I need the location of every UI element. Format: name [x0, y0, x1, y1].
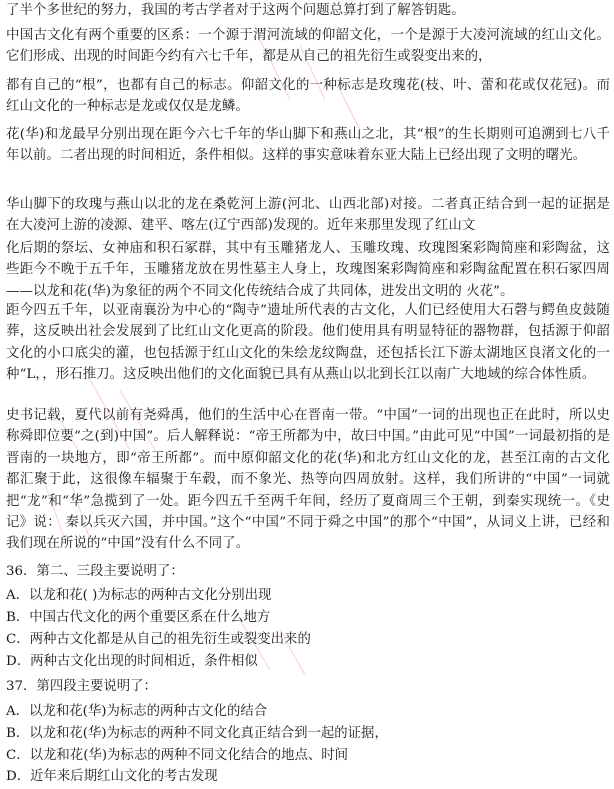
- paragraph-symbols: 都有自己的“根”，也都有自己的标志。仰韶文化的一种标志是玫瑰花(枝、叶、蕾和花或仅花冠)。而红山文化的一种标志是龙或仅仅是龙鳞。: [6, 78, 610, 115]
- question-36-option-a[interactable]: A．以龙和花( )为标志的两种古文化分别出现: [6, 588, 272, 603]
- question-37-option-b[interactable]: B．以龙和花(华)为标志的两种不同文化真正结合到一起的证据，: [6, 726, 388, 741]
- question-37-option-a[interactable]: A．以龙和花(华)为标志的两种古文化的结合: [6, 704, 268, 719]
- question-36-option-d[interactable]: D．两种古文化出现的时间相近，条件相似: [6, 654, 258, 669]
- paragraph-intro-tail: 了半个多世纪的努力，我国的考古学者对于这两个问题总算打到了解答钥匙。: [6, 3, 465, 18]
- paragraph-two-regions: 中国古文化有两个重要的区系：一个源于渭河流域的仰韶文化，一个是源于大凌河流域的红山文化。它们形成、出现的时间距今约有六七千年，都是从自己的祖先衍生或裂变出来的，: [6, 28, 610, 65]
- question-36-option-c[interactable]: C．两种古文化都是从自己的祖先衍生或裂变出来的: [6, 632, 311, 647]
- question-36-stem: 36．第二、三段主要说明了：: [6, 564, 184, 579]
- question-37-option-d[interactable]: D．近年来后期红山文化的考古发现: [6, 769, 218, 784]
- paragraph-zhongguo: 史书记载，夏代以前有尧舜禹，他们的生活中心在晋南一带。“中国”一词的出现也正在此时，所以史称舜即位要“之(到)中国”。后人解释说：“帝王所都为中，故曰中国。”由此可见“中国”一词最初指的是晋南的一块地方，即“帝王所都”。而中原仰韶文化的花(华)和北方红山文化的龙，甚至江南的古文化都汇聚于此，这很像车辐聚于车毂，而不象光、热等向四周放射。这样，我们所讲的“中国”一词就把“龙”和“华”急揽到了一处。距今四五千至两千年间，经历了夏商周三个王朝，到秦实现统一。《史记》说： 秦以兵灭六国，并中国。”这个“中国”不同于舜之中国”的那个“中国”，从词义上讲，已经和我们现在所说的“中国”没有什么不同了。: [6, 408, 610, 552]
- question-36-option-b[interactable]: B．中国古代文化的两个重要区系在什么地方: [6, 610, 271, 625]
- paragraph-hongshan-finds: 化后期的祭坛、女神庙和积石冢群，其中有玉雕猪龙人、玉雕玫瑰、玫瑰图案彩陶简座和彩陶盆，这些距今不晚于五千年，玉雕猪龙放在男性墓主人身上，玫瑰图案彩陶简座和彩陶盆配置在积石冢四周——以龙和花(华)为象征的两个不同文化传统结合成了共同体，进发出文明的 火花”。: [6, 241, 610, 299]
- paragraph-junction: 华山脚下的玫瑰与燕山以北的龙在桑乾河上游(河北、山西北部)对接。二者真正结合到一起的证据是在大凌河上游的凌源、建平、喀左(辽宁西部)发现的。近年来那里发现了红山文: [6, 197, 610, 234]
- paragraph-taosi: 距今四五千年，以亚南襄汾为中心的“陶寺”遗址所代表的古文化，人们已经使用大石磬与鳄鱼皮鼓随葬，这反映出社会发展到了比红山文化更高的阶段。他们使用具有明显特征的器物群，包括源于仰韶文化的小口底尖的灌，也包括源于红山文化的朱绘龙纹陶盘，还包括长江下游太湖地区良渚文化的一种“L，，形石推刀。这反映出他们的文化面貌已具有从燕山以北到长江以南广大地域的综合体性质。: [6, 303, 610, 383]
- question-37-stem: 37．第四段主要说明了：: [6, 679, 157, 694]
- question-37-option-c[interactable]: C．以龙和花(华)为标志的两种不同文化结合的地点、时间: [6, 748, 349, 763]
- paragraph-flower-dragon: 花(华)和龙最早分别出现在距今六七千年的华山脚下和燕山之北，其“根”的生长期则可追溯到七八千年以前。二者出现的时间相近，条件相似。这样的事实意味着东亚大陆上已经出现了文明的曙光。: [6, 127, 610, 164]
